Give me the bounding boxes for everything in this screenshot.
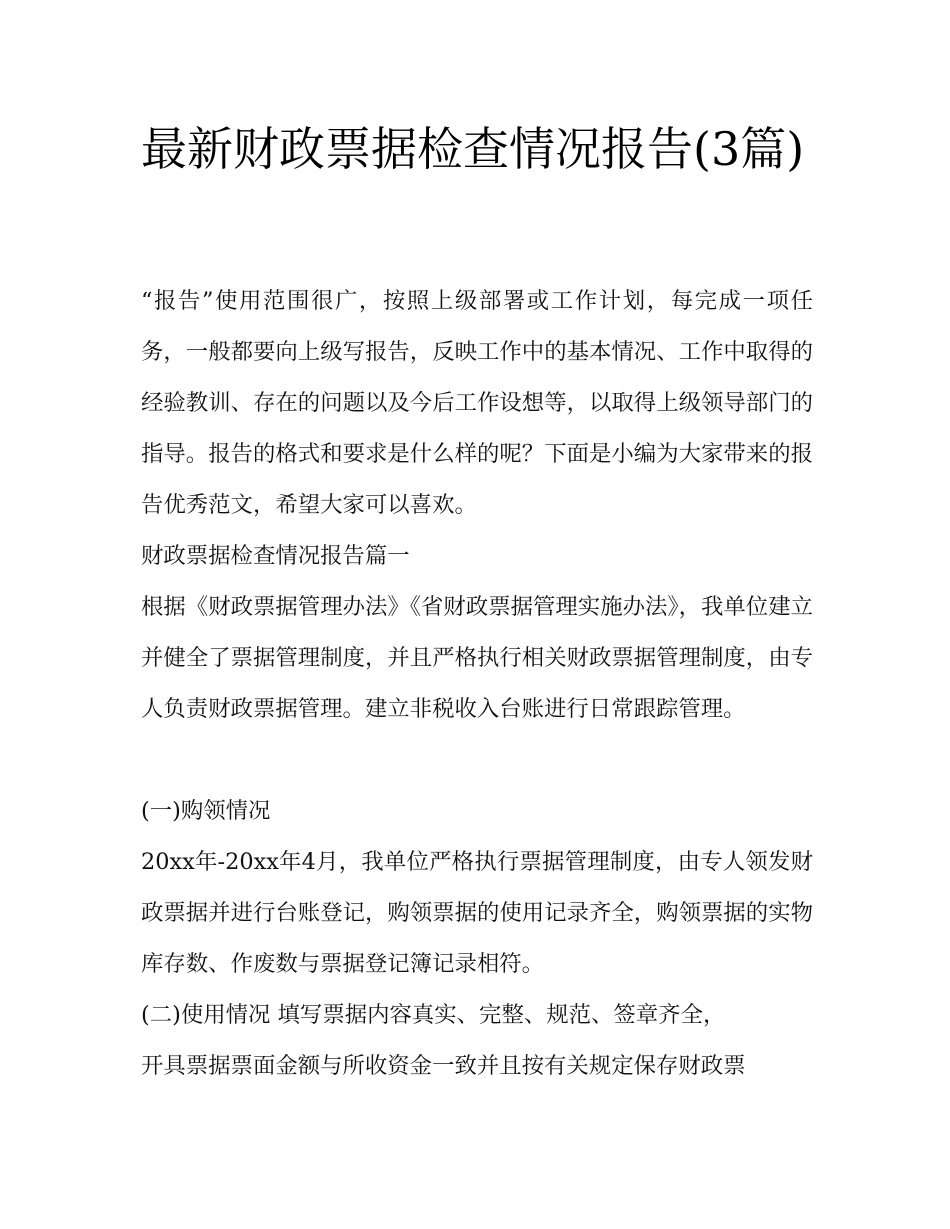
paragraph-usage-line-2: 开具票据票面金额与所收资金一致并且按有关规定保存财政票 [141, 1053, 746, 1079]
paragraph-purchase: 20xx年-20xx年4月，我单位严格执行票据管理制度，由专人领发财政票据并进行台账登记，购领票据的使用记录齐全，购领票据的实物库存数、作废数与票据登记簿记录相符。 [141, 849, 813, 977]
paragraph-usage-line-1: (二)使用情况 填写票据内容真实、完整、规范、签章齐全， [141, 1002, 726, 1028]
subheading-purchase: (一)购领情况 [141, 798, 271, 824]
paragraph-regulations: 根据《财政票据管理办法》《省财政票据管理实施办法》，我单位建立并健全了票据管理制度，并且严格执行相关财政票据管理制度，由专人负责财政票据管理。建立非税收入台账进行日常跟踪管理。 [141, 594, 813, 722]
section-heading: 财政票据检查情况报告篇一 [141, 543, 410, 569]
document-title: 最新财政票据检查情况报告(3篇) [141, 122, 805, 176]
intro-paragraph: “报告”使用范围很广，按照上级部署或工作计划，每完成一项任务，一般都要向上级写报告，反映工作中的基本情况、工作中取得的经验教训、存在的问题以及今后工作设想等，以取得上级领导部门的指导。报告的格式和要求是什么样的呢？下面是小编为大家带来的报告优秀范文，希望大家可以喜欢。 [141, 288, 813, 518]
